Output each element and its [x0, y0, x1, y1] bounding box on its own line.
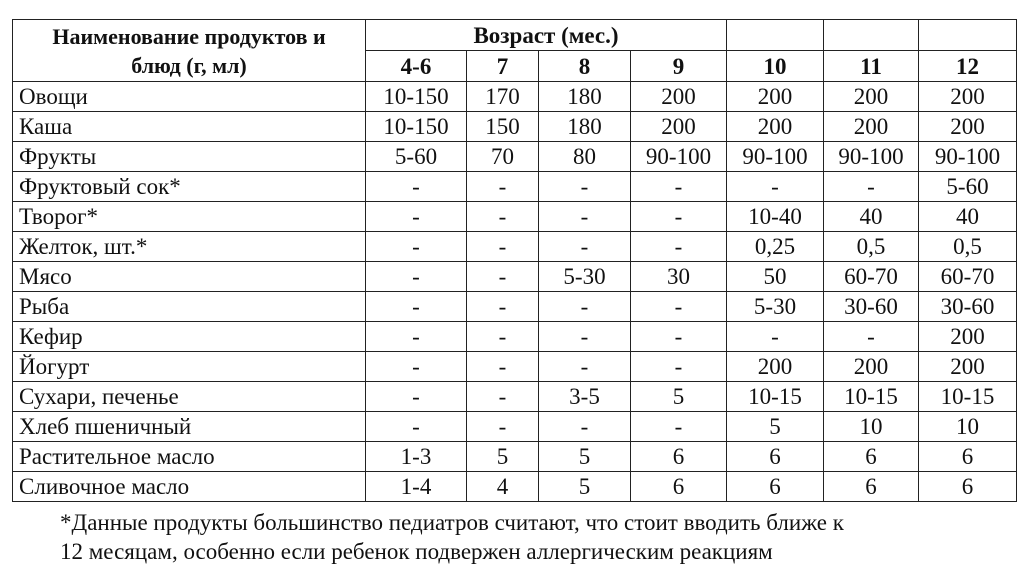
- amount-cell: -: [539, 202, 631, 232]
- amount-cell: -: [631, 232, 727, 262]
- amount-cell: 1-3: [366, 442, 467, 472]
- amount-cell: -: [539, 232, 631, 262]
- product-name-cell: Растительное масло: [13, 442, 366, 472]
- amount-cell: -: [631, 352, 727, 382]
- amount-cell: 50: [727, 262, 824, 292]
- amount-cell: 200: [824, 112, 919, 142]
- amount-cell: 80: [539, 142, 631, 172]
- amount-cell: -: [824, 322, 919, 352]
- amount-cell: 0,5: [919, 232, 1017, 262]
- amount-cell: -: [467, 322, 539, 352]
- amount-cell: 5-60: [919, 172, 1017, 202]
- amount-cell: 10: [919, 412, 1017, 442]
- age-column-header: 7: [467, 51, 539, 82]
- amount-cell: 200: [631, 82, 727, 112]
- product-name-cell: Сухари, печенье: [13, 382, 366, 412]
- amount-cell: -: [727, 322, 824, 352]
- amount-cell: 4: [467, 472, 539, 502]
- amount-cell: 90-100: [919, 142, 1017, 172]
- amount-cell: 200: [919, 322, 1017, 352]
- product-name-cell: Йогурт: [13, 352, 366, 382]
- amount-cell: 10-40: [727, 202, 824, 232]
- product-name-cell: Фруктовый сок*: [13, 172, 366, 202]
- name-header-line1: Наименование продуктов и: [52, 23, 326, 49]
- amount-cell: 6: [919, 442, 1017, 472]
- table-row: [13, 382, 1017, 412]
- amount-cell: -: [467, 352, 539, 382]
- amount-cell: -: [467, 202, 539, 232]
- footnote-line2: 12 месяцам, особенно если ребенок подвержен аллергическим реакциям: [60, 539, 773, 564]
- product-name-cell: Желток, шт.*: [13, 232, 366, 262]
- amount-cell: -: [631, 322, 727, 352]
- amount-cell: 5: [539, 442, 631, 472]
- amount-cell: -: [467, 172, 539, 202]
- amount-cell: 10-15: [824, 382, 919, 412]
- age-column-header: 10: [727, 51, 824, 82]
- product-name-cell: Творог*: [13, 202, 366, 232]
- amount-cell: -: [539, 352, 631, 382]
- feeding-table: [12, 19, 1017, 502]
- amount-cell: 30-60: [824, 292, 919, 322]
- amount-cell: 5-60: [366, 142, 467, 172]
- amount-cell: 40: [919, 202, 1017, 232]
- amount-cell: -: [366, 352, 467, 382]
- amount-cell: 5: [727, 412, 824, 442]
- amount-cell: 180: [539, 112, 631, 142]
- amount-cell: 200: [727, 352, 824, 382]
- amount-cell: -: [539, 322, 631, 352]
- table-row: [13, 472, 1017, 502]
- amount-cell: -: [366, 292, 467, 322]
- footnote-line1: *Данные продукты большинство педиатров считают, что стоит вводить ближе к: [60, 510, 844, 535]
- table-row: [13, 82, 1017, 112]
- amount-cell: 6: [727, 472, 824, 502]
- amount-cell: 200: [824, 82, 919, 112]
- amount-cell: 10-15: [919, 382, 1017, 412]
- amount-cell: -: [467, 232, 539, 262]
- amount-cell: -: [467, 262, 539, 292]
- amount-cell: 3-5: [539, 382, 631, 412]
- amount-cell: 200: [919, 112, 1017, 142]
- age-header: Возраст (мес.): [366, 20, 727, 51]
- product-name-cell: Овощи: [13, 82, 366, 112]
- table-row: [13, 112, 1017, 142]
- amount-cell: 180: [539, 82, 631, 112]
- amount-cell: -: [631, 412, 727, 442]
- age-header-empty: [919, 20, 1017, 51]
- table-row: [13, 442, 1017, 472]
- amount-cell: 0,25: [727, 232, 824, 262]
- product-name-cell: Сливочное масло: [13, 472, 366, 502]
- amount-cell: 60-70: [824, 262, 919, 292]
- product-name-cell: Рыба: [13, 292, 366, 322]
- amount-cell: 30-60: [919, 292, 1017, 322]
- amount-cell: -: [366, 172, 467, 202]
- amount-cell: 6: [631, 442, 727, 472]
- header-row-1: [13, 20, 1017, 51]
- amount-cell: 90-100: [631, 142, 727, 172]
- footnote: [60, 508, 1020, 566]
- table-row: [13, 202, 1017, 232]
- amount-cell: 60-70: [919, 262, 1017, 292]
- amount-cell: 10: [824, 412, 919, 442]
- amount-cell: 170: [467, 82, 539, 112]
- amount-cell: 5: [631, 382, 727, 412]
- amount-cell: 150: [467, 112, 539, 142]
- amount-cell: -: [467, 292, 539, 322]
- amount-cell: -: [727, 172, 824, 202]
- amount-cell: 5-30: [727, 292, 824, 322]
- amount-cell: 200: [727, 82, 824, 112]
- table-row: [13, 142, 1017, 172]
- table-row: [13, 172, 1017, 202]
- amount-cell: 6: [727, 442, 824, 472]
- amount-cell: 90-100: [824, 142, 919, 172]
- amount-cell: -: [631, 172, 727, 202]
- amount-cell: 200: [919, 352, 1017, 382]
- amount-cell: -: [366, 382, 467, 412]
- amount-cell: 90-100: [727, 142, 824, 172]
- amount-cell: 6: [824, 442, 919, 472]
- amount-cell: 10-15: [727, 382, 824, 412]
- amount-cell: -: [366, 262, 467, 292]
- amount-cell: 5-30: [539, 262, 631, 292]
- table-row: [13, 352, 1017, 382]
- product-name-cell: Хлеб пшеничный: [13, 412, 366, 442]
- amount-cell: -: [824, 172, 919, 202]
- age-column-header: 4-6: [366, 51, 467, 82]
- amount-cell: -: [539, 412, 631, 442]
- amount-cell: 6: [824, 472, 919, 502]
- amount-cell: -: [539, 292, 631, 322]
- amount-cell: 0,5: [824, 232, 919, 262]
- amount-cell: -: [631, 292, 727, 322]
- age-column-header: 11: [824, 51, 919, 82]
- amount-cell: 6: [631, 472, 727, 502]
- amount-cell: 200: [919, 82, 1017, 112]
- age-column-header: 12: [919, 51, 1017, 82]
- table-row: [13, 262, 1017, 292]
- amount-cell: -: [366, 322, 467, 352]
- product-name-cell: Каша: [13, 112, 366, 142]
- age-header-empty: [727, 20, 824, 51]
- table-row: [13, 232, 1017, 262]
- amount-cell: -: [467, 412, 539, 442]
- amount-cell: -: [539, 172, 631, 202]
- product-name-cell: Фрукты: [13, 142, 366, 172]
- amount-cell: 1-4: [366, 472, 467, 502]
- table-row: [13, 322, 1017, 352]
- amount-cell: 70: [467, 142, 539, 172]
- table-row: [13, 292, 1017, 322]
- amount-cell: -: [631, 202, 727, 232]
- amount-cell: 200: [727, 112, 824, 142]
- product-name-cell: Кефир: [13, 322, 366, 352]
- amount-cell: 5: [467, 442, 539, 472]
- amount-cell: 6: [919, 472, 1017, 502]
- amount-cell: -: [366, 232, 467, 262]
- amount-cell: 10-150: [366, 112, 467, 142]
- amount-cell: 30: [631, 262, 727, 292]
- amount-cell: 10-150: [366, 82, 467, 112]
- age-header-empty: [824, 20, 919, 51]
- amount-cell: 200: [824, 352, 919, 382]
- age-column-header: 9: [631, 51, 727, 82]
- table-row: [13, 412, 1017, 442]
- amount-cell: -: [366, 202, 467, 232]
- amount-cell: -: [366, 412, 467, 442]
- product-name-cell: Мясо: [13, 262, 366, 292]
- table-body: [13, 82, 1017, 502]
- amount-cell: 5: [539, 472, 631, 502]
- age-column-header: 8: [539, 51, 631, 82]
- amount-cell: 40: [824, 202, 919, 232]
- amount-cell: 200: [631, 112, 727, 142]
- amount-cell: -: [467, 382, 539, 412]
- name-header: [13, 20, 366, 82]
- name-header-line2: блюд (г, мл): [131, 52, 247, 78]
